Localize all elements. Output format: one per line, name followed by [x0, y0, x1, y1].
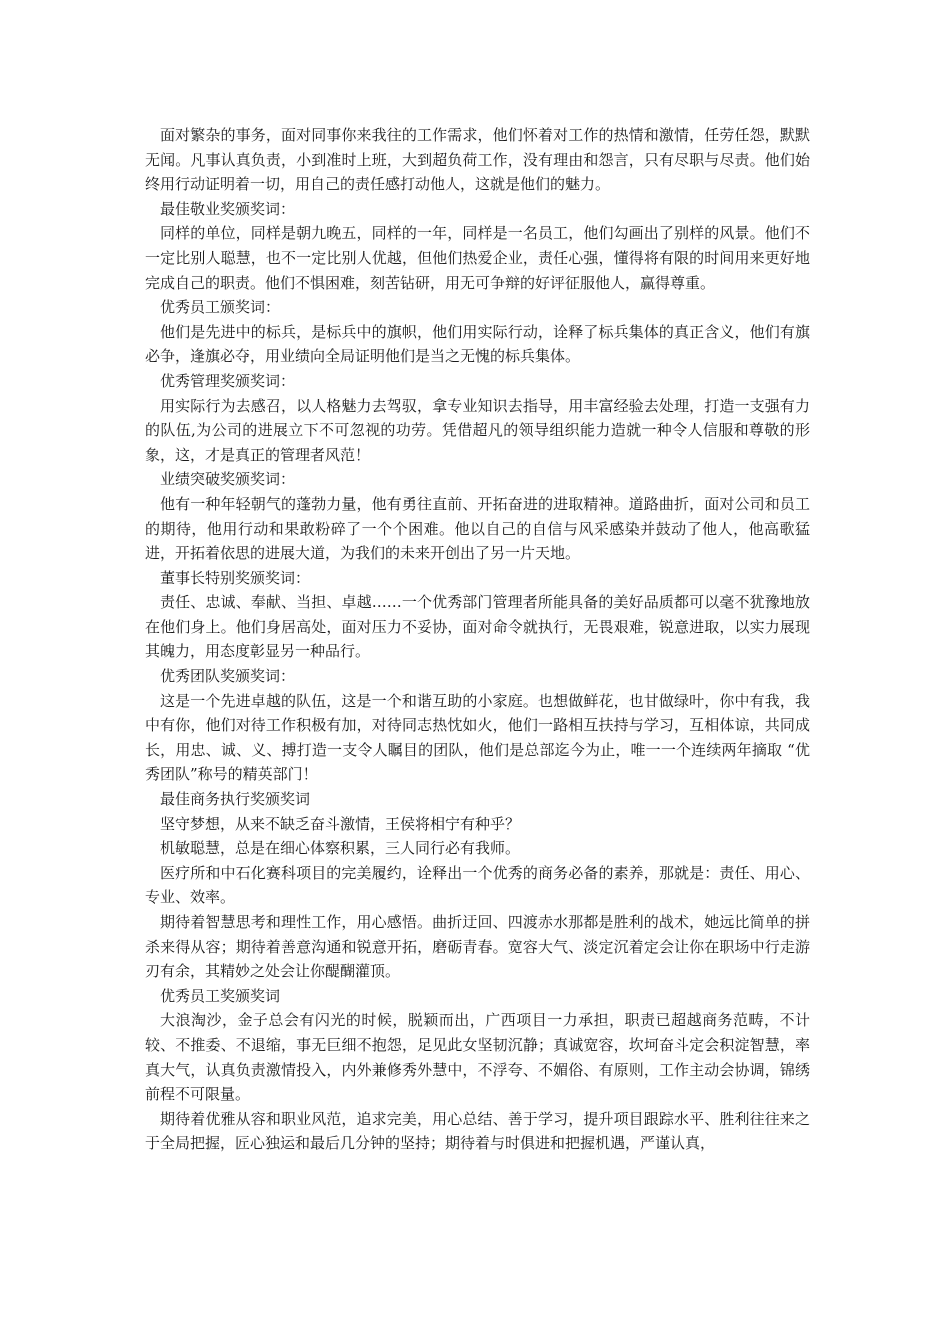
paragraph-team-award: 这是一个先进卓越的队伍，这是一个和谐互助的小家庭。也想做鲜花，也甘做绿叶，你中有我，我中有你，他们对待工作积极有加，对待同志热忱如火，他们一路相互扶持与学习，互相体谅，共同成长，用忠、诚、义、搏打造一支令人瞩目的团队，他们是总部迄今为止，唯一一个连续两年摘取 “优秀团队”称号的精英部门！	[145, 691, 810, 784]
heading-team-award: 优秀团队奖颁奖词：	[160, 667, 296, 686]
paragraph-business-1: 坚守梦想，从来不缺乏奋斗激情，王侯将相宁有种乎？	[160, 814, 521, 833]
paragraph-business-2: 机敏聪慧，总是在细心体察积累，三人同行必有我师。	[160, 839, 521, 858]
paragraph-chairman-award: 责任、忠诚、奉献、当担、卓越……一个优秀部门管理者所能具备的美好品质都可以毫不犹豫地放在他们身上。他们身居高处，面对压力不妥协，面对命令就执行，无畏艰难，锐意进取，以实力展现其魄力，用态度彰显另一种品行。	[145, 593, 810, 661]
heading-business-execution-award: 最佳商务执行奖颁奖词	[160, 790, 311, 809]
paragraph-employee-2-1: 大浪淘沙，金子总会有闪光的时候，脱颖而出，广西项目一力承担，职责已超越商务范畴，不计较、不推委、不退缩，事无巨细不抱怨，足见此女坚韧沉静；真诚宽容，坎坷奋斗定会积淀智慧，率真大气，认真负责激情投入，内外兼修秀外慧中，不浮夸、不媚俗、有原则，工作主动会协调，锦绣前程不可限量。	[145, 1011, 810, 1104]
heading-excellent-employee: 优秀员工颁奖词：	[160, 298, 281, 317]
paragraph-performance-award: 他有一种年轻朝气的蓬勃力量，他有勇往直前、开拓奋进的进取精神。道路曲折，面对公司和员工的期待，他用行动和果敢粉碎了一个个困难。他以自己的自信与风采感染并鼓动了他人，他高歌猛进，开拓着依思的进展大道，为我们的未来开创出了另一片天地。	[145, 494, 810, 563]
heading-excellent-employee-2: 优秀员工奖颁奖词	[160, 986, 281, 1005]
paragraph-business-4: 期待着智慧思考和理性工作，用心感悟。曲折迂回、四渡赤水那都是胜利的战术，她远比简单的拼杀来得从容；期待着善意沟通和锐意开拓，磨砺青春。宽容大气、淡定沉着定会让你在职场中行走游刃有余，其精妙之处会让你醍醐灌顶。	[145, 913, 810, 981]
heading-performance-award: 业绩突破奖颁奖词：	[160, 470, 296, 489]
heading-management-award: 优秀管理奖颁奖词：	[160, 371, 296, 390]
paragraph-employee-2-2: 期待着优雅从容和职业风范，追求完美，用心总结、善于学习，提升项目跟踪水平、胜利往往来之于全局把握，匠心独运和最后几分钟的坚持；期待着与时俱进和把握机遇，严谨认真，	[145, 1109, 810, 1153]
paragraph-dedication-award: 同样的单位，同样是朝九晚五，同样的一年，同样是一名员工，他们勾画出了别样的风景。他们不一定比别人聪慧，也不一定比别人优越，但他们热爱企业，责任心强，懂得将有限的时间用来更好地完成自己的职责。他们不惧困难，刻苦钻研，用无可争辩的好评征服他人，赢得尊重。	[145, 224, 810, 292]
paragraph-management-award: 用实际行为去感召，以人格魅力去驾驭，拿专业知识去指导，用丰富经验去处理，打造一支强有力的队伍,为公司的进展立下不可忽视的功劳。凭借超凡的领导组织能力造就一种令人信服和尊敬的形象，这，才是真正的管理者风范！	[145, 396, 810, 464]
paragraph-intro: 面对繁杂的事务，面对同事你来我往的工作需求，他们怀着对工作的热情和激情，任劳任怨，默默无闻。凡事认真负责，小到准时上班，大到超负荷工作，没有理由和怨言，只有尽职与尽责。他们始终用行动证明着一切，用自己的责任感打动他人，这就是他们的魅力。	[145, 126, 810, 194]
paragraph-excellent-employee: 他们是先进中的标兵，是标兵中的旗帜，他们用实际行动，诠释了标兵集体的真正含义，他们有旗必争，逢旗必夺，用业绩向全局证明他们是当之无愧的标兵集体。	[145, 322, 810, 366]
heading-chairman-award: 董事长特别奖颁奖词：	[160, 568, 311, 587]
paragraph-business-3: 医疗所和中石化赛科项目的完美履约，诠释出一个优秀的商务必备的素养，那就是：责任、用心、专业、效率。	[145, 863, 810, 907]
heading-dedication-award: 最佳敬业奖颁奖词：	[160, 199, 296, 218]
